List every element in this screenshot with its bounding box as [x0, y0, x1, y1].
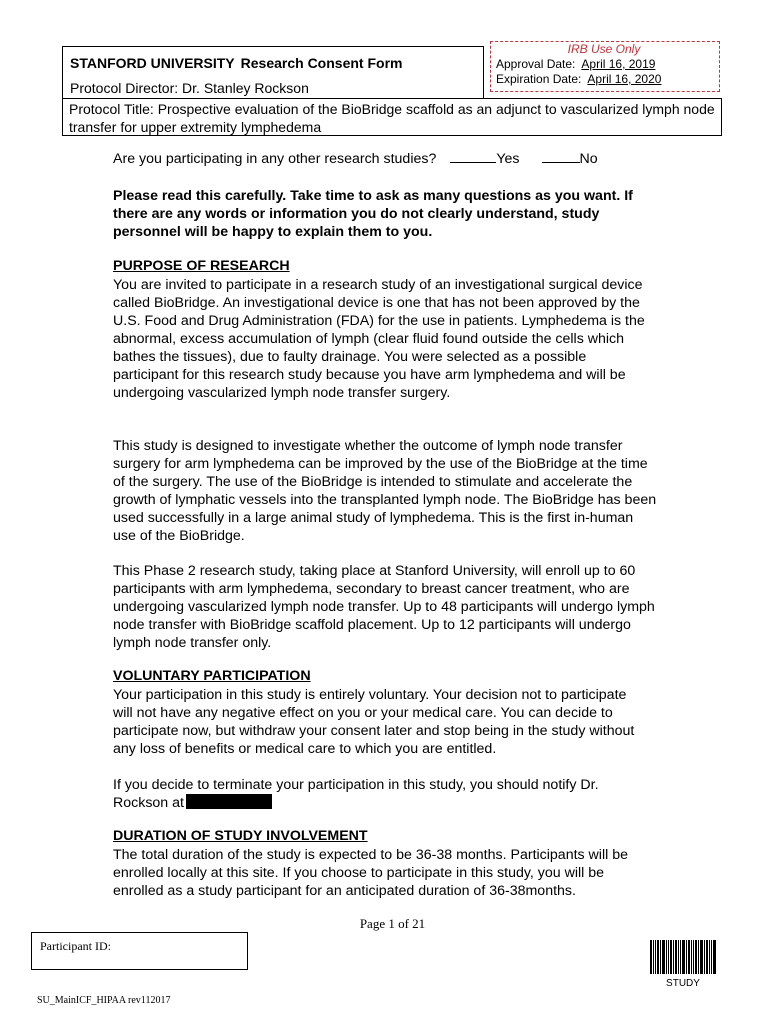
yes-blank[interactable] [450, 151, 496, 163]
protocol-title: Protocol Title: Prospective evaluation of the BioBridge scaffold as an adjunct to vascularized lymph node transfer for upper extremity lymphedema [69, 101, 715, 135]
voluntary-paragraph-1: Your participation in this study is entirely voluntary. Your decision not to participate will not have any negative effect on you or your medical care. You can decide to participate now, but withdraw your consent later and stop being in the study without any loss of benefits or medical care to which you are entitled. [113, 687, 635, 757]
voluntary-paragraph-2: If you decide to terminate your participation in this study, you should notify Dr. Rockson at [113, 777, 599, 811]
no-blank[interactable] [542, 151, 580, 163]
barcode-label: STUDY [666, 978, 700, 989]
voluntary-heading: VOLUNTARY PARTICIPATION [113, 668, 311, 684]
purpose-paragraph-1: You are invited to participate in a research study of an investigational surgical device called BioBridge. An investigational device is one that has not been approved by the U.S. Food and Drug Administration (FDA) for the use in patients. Lymphedema is the abnormal, excess accumulation of lymph (clear fluid found outside the cells which bathes the tissues), due to faulty drainage. You were selected as a possible participant for this research study because you have arm lymphedema and will be undergoing vascularized lymph node transfer surgery. [113, 277, 645, 401]
form-name: Research Consent Form [240, 55, 403, 71]
purpose-heading: PURPOSE OF RESEARCH [113, 258, 290, 274]
expiration-date: Expiration Date: April 16, 2020 [496, 72, 662, 86]
page-number: Page 1 of 21 [359, 916, 426, 931]
intro-notice: Please read this carefully. Take time to ask as many questions as you want. If there are any words or information you do not clearly understand, study personnel will be happy to explain them to you. [113, 188, 633, 240]
no-label: No [579, 151, 598, 167]
protocol-director: Protocol Director: Dr. Stanley Rockson [70, 80, 309, 96]
barcode-icon [650, 940, 716, 974]
other-studies-question: Are you participating in any other research studies? Yes No [113, 151, 598, 167]
approval-date: Approval Date: April 16, 2019 [496, 57, 656, 71]
redacted-phone [186, 794, 272, 809]
duration-paragraph-1: The total duration of the study is expected to be 36-38 months. Participants will be enrolled locally at this site. If you choose to participate in this study, you will be enrolled as a study participant for an anticipated duration of 36-38months. [113, 847, 628, 899]
form-title [70, 55, 402, 71]
duration-heading: DURATION OF STUDY INVOLVEMENT [113, 828, 368, 844]
purpose-paragraph-2: This study is designed to investigate whether the outcome of lymph node transfer surgery for arm lymphedema can be improved by the use of the BioBridge at the time of the surgery. The use of the BioBridge is intended to stimulate and accelerate the growth of lymphatic vessels into the transplanted lymph node. The BioBridge has been used successfully in a large animal study of lymphedema. This is the first in-human use of the BioBridge. [113, 438, 657, 544]
form-revision-code: SU_MainICF_HIPAA rev112017 [37, 995, 171, 1006]
participant-id-label: Participant ID: [40, 939, 111, 953]
purpose-paragraph-3: This Phase 2 research study, taking place at Stanford University, will enroll up to 60 participants with arm lymphedema, secondary to breast cancer treatment, who are undergoing vascularized lymph node transfer. Up to 48 participants will undergo lymph node transfer with BioBridge scaffold placement. Up to 12 participants will undergo lymph node transfer only. [113, 563, 655, 651]
yes-label: Yes [496, 151, 520, 167]
irb-title: IRB Use Only [567, 42, 641, 56]
university-name: STANFORD UNIVERSITY [70, 55, 235, 71]
